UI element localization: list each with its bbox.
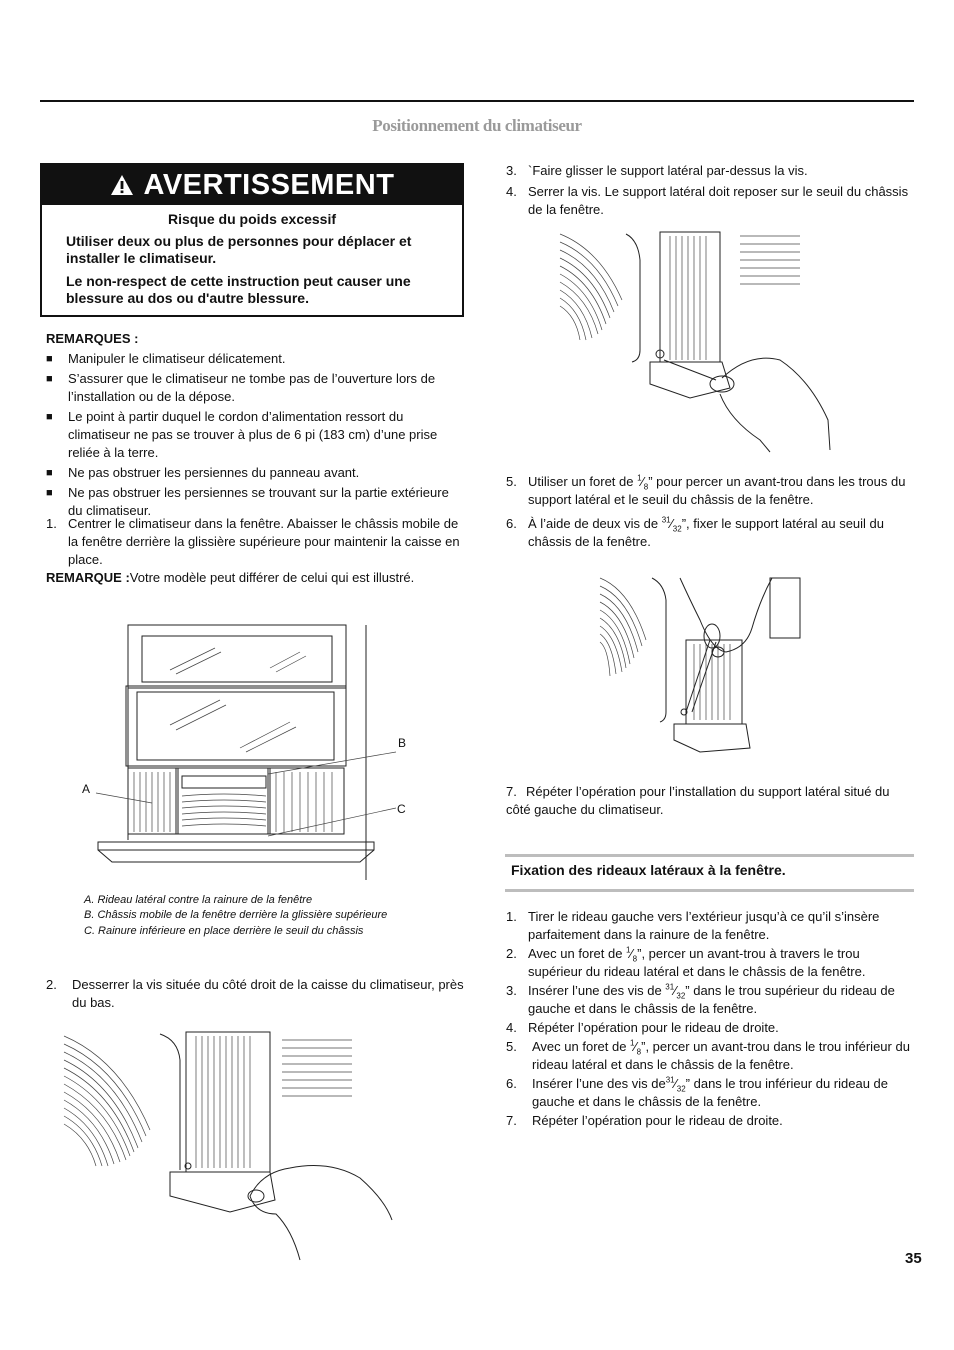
fraction-num: 1 [630,1038,635,1048]
note-text: Ne pas obstruer les persiennes se trouvant sur la partie extérieure du climatiseur. [68,485,449,518]
caption-b: B. Châssis mobile de la fenêtre derrière la glissière supérieure [84,909,388,921]
curtain-step-text: Répéter l’opération pour le rideau de droite. [528,1020,779,1035]
note-text: S’assurer que le climatiseur ne tombe pas de l’ouverture lors de l’installation ou de la dépose. [68,371,436,404]
warning-title: AVERTISSEMENT [143,168,395,201]
list-item: 1. Tirer le rideau gauche vers l’extérieur jusqu’à ce qu’il s’insère parfaitement dans la rainure de la fenêtre. [506,909,880,942]
warning-line-2: Le non-respect de cette instruction peut causer une blessure au dos ou d'autre blessure. [66,273,411,306]
curtain-step-text: Tirer le rideau gauche vers l’extérieur jusqu’à ce qu’il s’insère parfaitement dans la rainure de la fenêtre. [528,909,880,942]
step-2: 2. Desserrer la vis située du côté droit de la caisse du climatiseur, près du bas. [46,977,464,1010]
list-item: ■ S’assurer que le climatiseur ne tombe pas de l’ouverture lors de l’installation ou de la dépose. [46,371,436,404]
fraction-den: 8 [643,482,649,492]
page-number: 35 [905,1250,922,1267]
curtain-step-text: Répéter l’opération pour le rideau de droite. [532,1113,783,1128]
step-4: 4. Serrer la vis. Le support latéral doit reposer sur le seuil du châssis de la fenêtre. [506,184,909,217]
fraction-num: 31 [665,982,675,992]
step-6-text-a: À l’aide de deux vis de [528,516,662,531]
curtain-step-text-a: Avec un foret de [532,1039,631,1054]
figure-label-b: B [398,736,407,750]
step-2-text: Desserrer la vis située du côté droit de la caisse du climatiseur, près du bas. [72,977,464,1010]
list-item: ■ Manipuler le climatiseur délicatement. [46,351,286,366]
warning-subtitle: Risque du poids excessif [167,211,337,227]
curtain-step-text-b: ” dans le trou supérieur du rideau de gauche et dans le châssis de la fenêtre. [528,983,895,1016]
fraction-den: 32 [676,991,686,1001]
section-title: Positionnement du climatiseur [372,116,582,135]
caption-c: C. Rainure inférieure en place derrière le seuil du châssis [84,925,364,937]
step-7: 7. Répéter l’opération pour l’installation du support latéral situé du côté gauche du climatiseur. [506,784,890,817]
fraction-den: 8 [632,954,638,964]
curtain-step-text-b: ” dans le trou inférieur du rideau de gauche et dans le châssis de la fenêtre. [532,1076,889,1109]
step-7-text: Répéter l’opération pour l’installation du support latéral situé du côté gauche du climatiseur. [506,784,890,817]
fraction-num: 1 [626,945,631,955]
fraction-den: 8 [636,1047,642,1057]
list-item: ■ Ne pas obstruer les persiennes du panneau avant. [46,465,360,480]
step-4-text: Serrer la vis. Le support latéral doit reposer sur le seuil du châssis de la fenêtre. [528,184,909,217]
step-3: 3. `Faire glisser le support latéral par-dessus la vis. [506,163,808,178]
step-1-text: Centrer le climatiseur dans la fenêtre. Abaisser le châssis mobile de la fenêtre derrière la glissière supérieure pour maintenir la caisse en place. [68,516,460,567]
notes-heading: REMARQUES : [46,331,139,346]
note-text: Le point à partir duquel le cordon d’alimentation ressort du climatiseur ne pas se trouver à plus de 6 pi (183 cm) d’une prise reliée à la terre. [68,409,438,460]
list-item: ■ Le point à partir duquel le cordon d’alimentation ressort du climatiseur ne pas se trouver à plus de 6 pi (183 cm) d’une prise reliée à la terre. [46,409,438,460]
step-6: 6. À l’aide de deux vis de $^{31}⁄_{32}$”, fixer le support latéral au seuil du châssis de la fenêtre. [506,515,885,549]
curtains-list [506,908,916,1130]
fraction-den: 32 [672,524,682,534]
fraction-num: 31 [661,515,671,525]
step-3-text: `Faire glisser le support latéral par-dessus la vis. [528,163,808,178]
remark-label: REMARQUE : [46,570,130,585]
step-1: 1. Centrer le climatiseur dans la fenêtre. Abaisser le châssis mobile de la fenêtre derrière la glissière supérieure pour maintenir la caisse en place. [46,516,460,567]
curtain-step-text-b: ”, percer un avant-trou à travers le trou supérieur du rideau latéral et dans le châssis de la fenêtre. [528,946,866,979]
list-item: 2. Avec un foret de $^1⁄_8$”, percer un avant-trou à travers le trou supérieur du rideau latéral et dans le châssis de la fenêtre. [506,945,866,979]
fraction-num: 1 [637,473,642,483]
step-5-text-a: Utiliser un foret de [528,474,638,489]
fraction-num: 31 [665,1075,675,1085]
warning-line-1: Utiliser deux ou plus de personnes pour déplacer et installer le climatiseur. [66,233,412,266]
step-5-text-b: ” pour percer un avant-trou dans les trous du support latéral et le seuil du châssis de la fenêtre. [528,474,906,507]
curtains-heading: Fixation des rideaux latéraux à la fenêtre. [511,862,786,878]
note-text: Manipuler le climatiseur délicatement. [68,351,286,366]
fraction-den: 32 [676,1084,686,1094]
step-5: 5. Utiliser un foret de $^1⁄_8$” pour percer un avant-trou dans les trous du support latéral et le seuil du châssis de la fenêtre. [506,473,906,507]
figure-label-a: A [82,782,91,796]
step-6-text-b: ”, fixer le support latéral au seuil du châssis de la fenêtre. [528,516,885,549]
remark-text: Votre modèle peut différer de celui qui est illustré. [129,570,415,585]
list-item: 6. Insérer l’une des vis $de^{31}⁄_{32}$” dans le trou inférieur du rideau de gauche et dans le châssis de la fenêtre. [506,1075,889,1109]
figure-label-c: C [397,802,406,816]
list-item: 3. Insérer l’une des vis de $^{31}⁄_{32}$” dans le trou supérieur du rideau de gauche et dans le châssis de la fenêtre. [506,982,895,1016]
curtain-step-text-a: Insérer l’une des vis de [528,983,666,998]
curtain-step-text-a: Avec un foret de [528,946,627,961]
list-item: 5. Avec un foret de $^1⁄_8$”, percer un avant-trou dans le trou inférieur du rideau latéral et dans le châssis de la fenêtre. [506,1038,910,1072]
note-text: Ne pas obstruer les persiennes du panneau avant. [68,465,360,480]
list-item: ■ Ne pas obstruer les persiennes se trouvant sur la partie extérieure du climatiseur. [46,485,449,518]
curtain-step-text-a: Insérer l’une des vis de [532,1076,666,1091]
caption-a: A. Rideau latéral contre la rainure de la fenêtre [84,894,313,906]
list-item: 7. Répéter l’opération pour le rideau de droite. [506,1113,783,1128]
list-item: 4. Répéter l’opération pour le rideau de droite. [506,1020,779,1035]
curtain-step-text-b: ”, percer un avant-trou dans le trou inférieur du rideau latéral et dans le châssis de la fenêtre. [532,1039,910,1072]
